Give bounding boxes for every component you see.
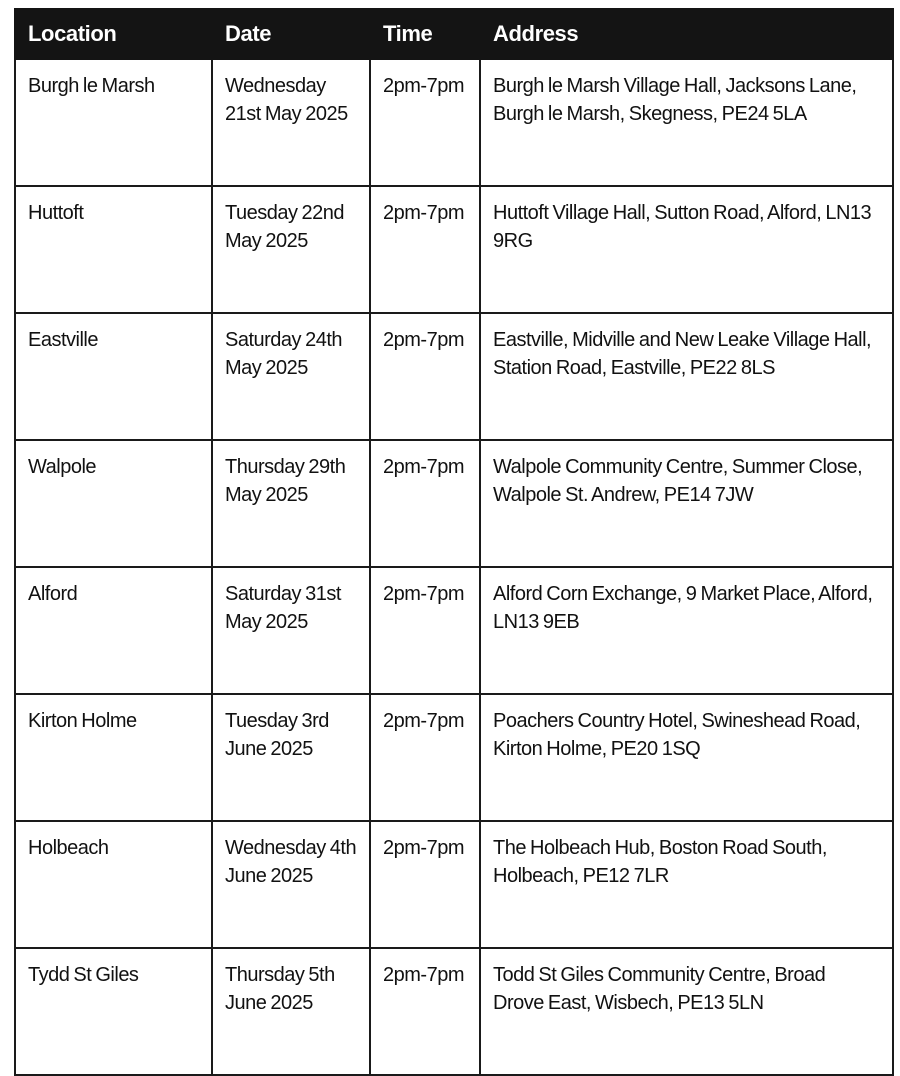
date-cell: Thursday 5th June 2025: [212, 948, 370, 1075]
location-cell: Tydd St Giles: [15, 948, 212, 1075]
time-cell: 2pm-7pm: [370, 948, 480, 1075]
date-cell: Wednesday 4th June 2025: [212, 821, 370, 948]
time-cell: 2pm-7pm: [370, 186, 480, 313]
column-header-date: Date: [212, 9, 370, 59]
address-cell: Poachers Country Hotel, Swineshead Road, Kirton Holme, PE20 1SQ: [480, 694, 893, 821]
table-row: [15, 948, 893, 1075]
time-cell: 2pm-7pm: [370, 567, 480, 694]
location-cell: Huttoft: [15, 186, 212, 313]
table-row: [15, 567, 893, 694]
table-row: [15, 59, 893, 186]
date-cell: Tuesday 22nd May 2025: [212, 186, 370, 313]
location-cell: Eastville: [15, 313, 212, 440]
date-cell: Saturday 24th May 2025: [212, 313, 370, 440]
address-cell: Eastville, Midville and New Leake Village Hall, Station Road, Eastville, PE22 8LS: [480, 313, 893, 440]
time-cell: 2pm-7pm: [370, 821, 480, 948]
address-cell: Burgh le Marsh Village Hall, Jacksons Lane, Burgh le Marsh, Skegness, PE24 5LA: [480, 59, 893, 186]
table-row: [15, 313, 893, 440]
table-header: [15, 9, 893, 59]
date-cell: Thursday 29th May 2025: [212, 440, 370, 567]
column-header-location: Location: [15, 9, 212, 59]
time-cell: 2pm-7pm: [370, 313, 480, 440]
column-header-time: Time: [370, 9, 480, 59]
column-header-address: Address: [480, 9, 893, 59]
date-cell: Wednesday 21st May 2025: [212, 59, 370, 186]
address-cell: Todd St Giles Community Centre, Broad Drove East, Wisbech, PE13 5LN: [480, 948, 893, 1075]
location-cell: Alford: [15, 567, 212, 694]
address-cell: Walpole Community Centre, Summer Close, Walpole St. Andrew, PE14 7JW: [480, 440, 893, 567]
date-cell: Tuesday 3rd June 2025: [212, 694, 370, 821]
table-row: [15, 440, 893, 567]
address-cell: The Holbeach Hub, Boston Road South, Holbeach, PE12 7LR: [480, 821, 893, 948]
header-row: [15, 9, 893, 59]
location-cell: Kirton Holme: [15, 694, 212, 821]
time-cell: 2pm-7pm: [370, 694, 480, 821]
time-cell: 2pm-7pm: [370, 440, 480, 567]
table-row: [15, 186, 893, 313]
address-cell: Alford Corn Exchange, 9 Market Place, Alford, LN13 9EB: [480, 567, 893, 694]
table-row: [15, 694, 893, 821]
address-cell: Huttoft Village Hall, Sutton Road, Alford, LN13 9RG: [480, 186, 893, 313]
table-body: [15, 59, 893, 1075]
location-cell: Holbeach: [15, 821, 212, 948]
table-row: [15, 821, 893, 948]
date-cell: Saturday 31st May 2025: [212, 567, 370, 694]
location-cell: Burgh le Marsh: [15, 59, 212, 186]
location-cell: Walpole: [15, 440, 212, 567]
time-cell: 2pm-7pm: [370, 59, 480, 186]
events-table: [14, 8, 894, 1076]
